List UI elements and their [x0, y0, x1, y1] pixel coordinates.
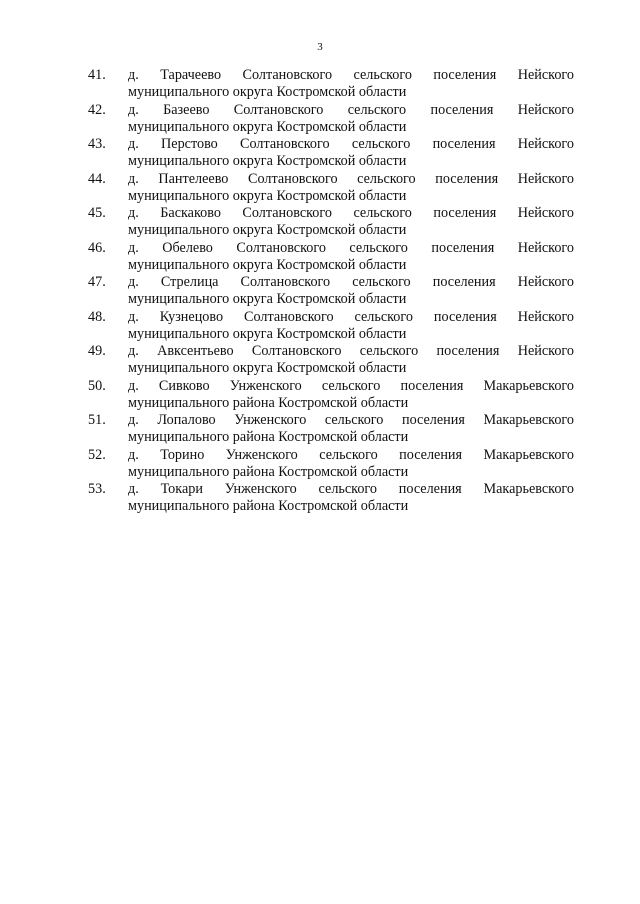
- list-item: [88, 378, 574, 413]
- item-number: 46.: [88, 239, 106, 256]
- item-text-line1: д. Стрелица Солтановского сельского поселения Нейского: [128, 274, 574, 290]
- list-item: [88, 205, 574, 240]
- item-text-line2: муниципального округа Костромской области: [128, 325, 407, 342]
- item-text: [128, 136, 574, 171]
- list-item: [88, 412, 574, 447]
- item-number: 48.: [88, 308, 106, 325]
- item-text-line1: д. Токари Унженского сельского поселения Макарьевского: [128, 481, 574, 497]
- list-item: [88, 274, 574, 309]
- item-text: [128, 67, 574, 102]
- item-text: [128, 274, 574, 309]
- item-number: 52.: [88, 446, 106, 463]
- item-text-line1: д. Баскаково Солтановского сельского поселения Нейского: [128, 205, 574, 221]
- item-number: 41.: [88, 67, 106, 83]
- item-text-line2: муниципального округа Костромской области: [128, 256, 407, 273]
- item-text: [128, 240, 574, 275]
- list-item: [88, 309, 574, 344]
- list-item: [88, 240, 574, 275]
- item-text-line2: муниципального округа Костромской области: [128, 291, 407, 308]
- item-text: [128, 412, 574, 447]
- item-text-line2: муниципального района Костромской области: [128, 394, 409, 411]
- item-text-line1: д. Перстово Солтановского сельского поселения Нейского: [128, 136, 574, 152]
- item-number: 50.: [88, 377, 106, 394]
- list-item: [88, 102, 574, 137]
- item-number: 43.: [88, 136, 106, 152]
- page-number: 3: [317, 41, 323, 53]
- item-text-line1: д. Сивково Унженского сельского поселения Макарьевского: [128, 377, 574, 394]
- item-text-line2: муниципального округа Костромской области: [128, 187, 407, 204]
- list-item: [88, 343, 574, 378]
- item-text: [128, 378, 574, 413]
- item-text: [128, 102, 574, 137]
- list-item: [88, 136, 574, 171]
- item-number: 45.: [88, 205, 106, 221]
- item-text: [128, 205, 574, 240]
- item-number: 53.: [88, 481, 106, 497]
- list-item: [88, 481, 574, 516]
- item-text-line1: д. Обелево Солтановского сельского поселения Нейского: [128, 239, 574, 256]
- list-item: [88, 67, 574, 102]
- item-text: [128, 343, 574, 378]
- item-text-line1: д. Авксентьево Солтановского сельского поселения Нейского: [128, 343, 574, 359]
- settlement-list: [88, 67, 574, 516]
- item-text-line1: д. Пантелеево Солтановского сельского поселения Нейского: [128, 170, 574, 187]
- item-text-line1: д. Торино Унженского сельского поселения Макарьевского: [128, 446, 574, 463]
- item-number: 51.: [88, 412, 106, 428]
- list-item: [88, 171, 574, 206]
- item-text-line1: д. Лопалово Унженского сельского поселения Макарьевского: [128, 412, 574, 428]
- item-text-line1: д. Базеево Солтановского сельского поселения Нейского: [128, 101, 574, 118]
- item-text-line2: муниципального округа Костромской области: [128, 84, 407, 101]
- item-number: 44.: [88, 170, 106, 187]
- list-item: [88, 447, 574, 482]
- item-text-line2: муниципального района Костромской области: [128, 498, 409, 515]
- item-text-line1: д. Кузнецово Солтановского сельского поселения Нейского: [128, 308, 574, 325]
- item-text: [128, 481, 574, 516]
- item-number: 42.: [88, 101, 106, 118]
- item-text-line2: муниципального района Костромской области: [128, 463, 409, 480]
- item-text-line2: муниципального округа Костромской области: [128, 222, 407, 239]
- item-text-line2: муниципального округа Костромской области: [128, 118, 407, 135]
- item-text-line2: муниципального округа Костромской области: [128, 153, 407, 170]
- item-text: [128, 447, 574, 482]
- item-text-line1: д. Тарачеево Солтановского сельского поселения Нейского: [128, 67, 574, 83]
- item-text: [128, 171, 574, 206]
- item-text: [128, 309, 574, 344]
- item-number: 49.: [88, 343, 106, 359]
- item-text-line2: муниципального района Костромской области: [128, 429, 409, 446]
- item-number: 47.: [88, 274, 106, 290]
- item-text-line2: муниципального округа Костромской области: [128, 360, 407, 377]
